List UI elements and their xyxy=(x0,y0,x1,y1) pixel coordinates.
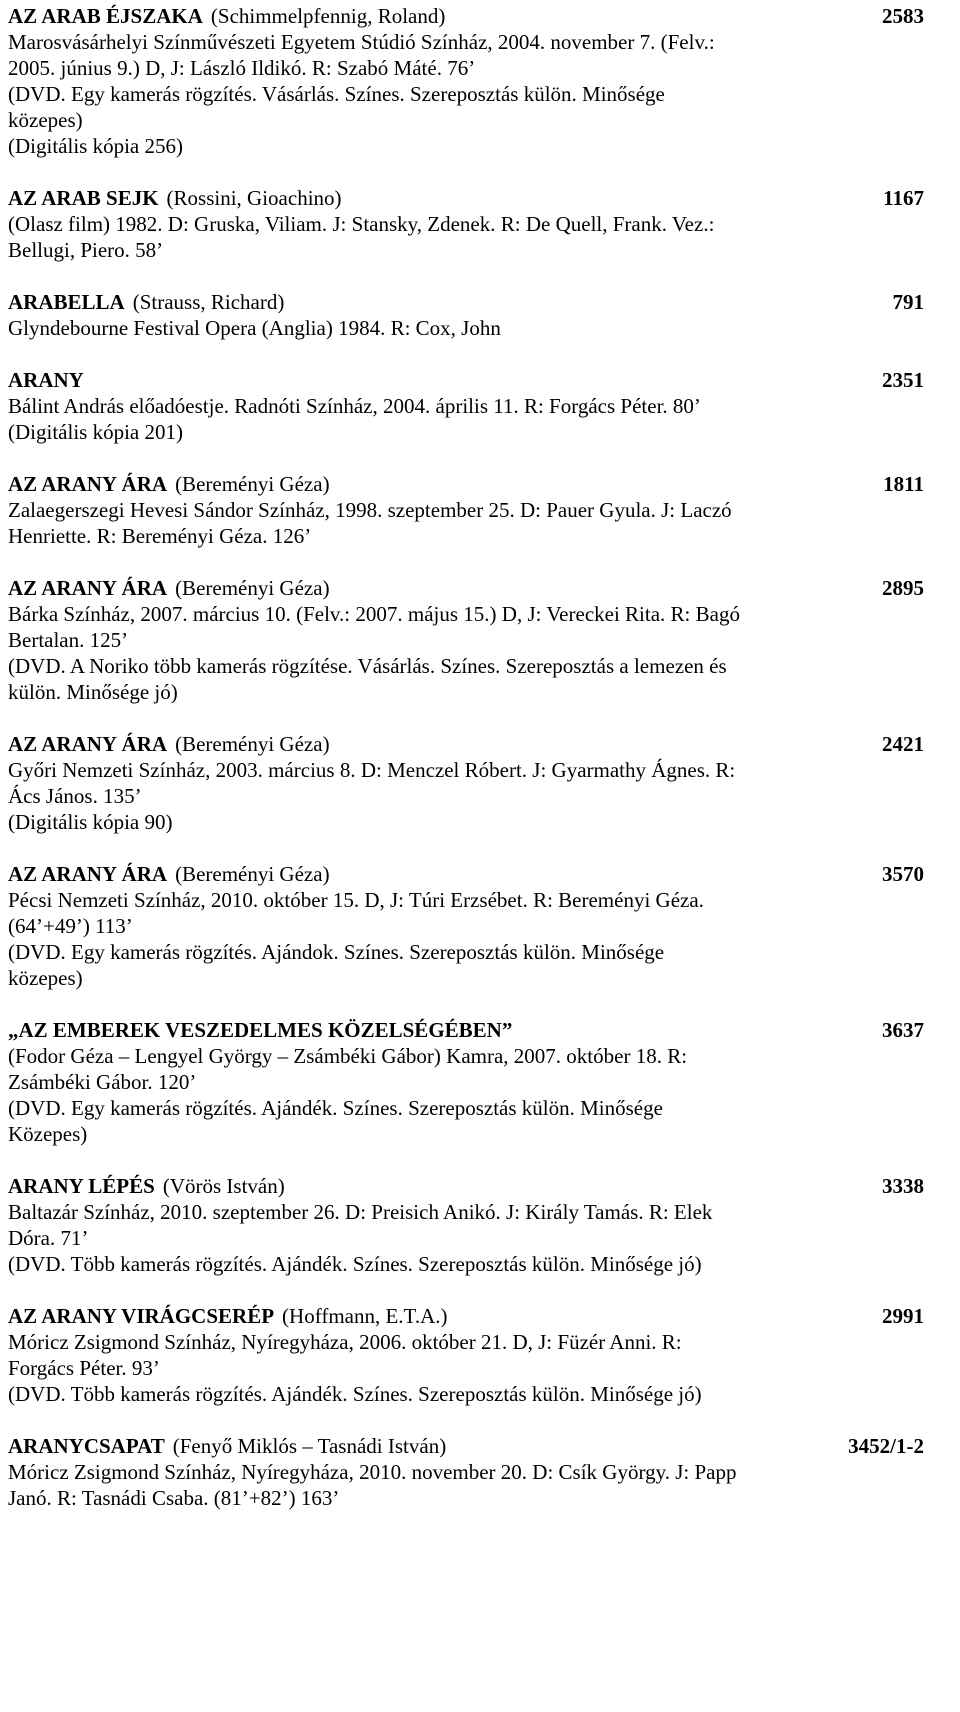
catalog-entry xyxy=(8,367,924,445)
entry-heading xyxy=(8,731,924,757)
catalog-entry xyxy=(8,1173,924,1277)
entry-title: ARANY LÉPÉS xyxy=(8,1174,155,1198)
entry-title: AZ ARAB SEJK xyxy=(8,186,159,210)
entry-number: 3338 xyxy=(882,1174,924,1198)
entry-author: (Vörös István) xyxy=(162,1174,285,1198)
catalog-entry xyxy=(8,575,924,705)
entry-detail-line: Ács János. 135’ xyxy=(8,784,142,808)
entry-detail-line: (Digitális kópia 90) xyxy=(8,810,173,834)
entry-author: (Bereményi Géza) xyxy=(175,576,330,600)
entry-heading xyxy=(8,861,924,887)
catalog-entry xyxy=(8,1017,924,1147)
entry-detail-line: Baltazár Színház, 2010. szeptember 26. D: Preisich Anikó. J: Király Tamás. R: Elek xyxy=(8,1200,713,1224)
catalog-entry xyxy=(8,3,924,159)
entry-author: (Bereményi Géza) xyxy=(175,472,330,496)
entry-number: 3452/1-2 xyxy=(848,1434,924,1458)
entry-title: AZ ARANY VIRÁGCSERÉP xyxy=(8,1304,275,1328)
catalog-entry xyxy=(8,1433,924,1511)
entry-title: AZ ARANY ÁRA xyxy=(8,862,168,886)
entry-detail-line: Bálint András előadóestje. Radnóti Színház, 2004. április 11. R: Forgács Péter. 80’ xyxy=(8,394,701,418)
entry-detail-line: Móricz Zsigmond Színház, Nyíregyháza, 2010. november 20. D: Csík György. J: Papp xyxy=(8,1460,737,1484)
entry-detail-line: (DVD. Több kamerás rögzítés. Ajándék. Színes. Szereposztás külön. Minősége jó) xyxy=(8,1252,702,1276)
entry-author: (Bereményi Géza) xyxy=(175,732,330,756)
entry-detail-line: (DVD. Egy kamerás rögzítés. Ajándok. Színes. Szereposztás külön. Minősége xyxy=(8,940,665,964)
entry-heading xyxy=(8,575,924,601)
entry-detail-line: (DVD. A Noriko több kamerás rögzítése. Vásárlás. Színes. Szereposztás a lemezen és xyxy=(8,654,727,678)
entry-author: (Bereményi Géza) xyxy=(175,862,330,886)
entry-title: „AZ EMBEREK VESZEDELMES KÖZELSÉGÉBEN” xyxy=(8,1018,513,1042)
entry-detail-line: (Digitális kópia 201) xyxy=(8,420,183,444)
entry-detail-line: (DVD. Egy kamerás rögzítés. Vásárlás. Színes. Szereposztás külön. Minősége xyxy=(8,82,665,106)
entry-title-group xyxy=(8,731,330,757)
entry-detail-line: Janó. R: Tasnádi Csaba. (81’+82’) 163’ xyxy=(8,1486,340,1510)
entry-detail-line: Bárka Színház, 2007. március 10. (Felv.: 2007. május 15.) D, J: Vereckei Rita. R: Bagó xyxy=(8,602,740,626)
catalog-entry xyxy=(8,731,924,835)
entry-number: 2583 xyxy=(882,4,924,28)
entry-detail-line: (Olasz film) 1982. D: Gruska, Viliam. J: Stansky, Zdenek. R: De Quell, Frank. Vez.: xyxy=(8,212,715,236)
entry-title: AZ ARANY ÁRA xyxy=(8,472,168,496)
entry-detail-line: (Fodor Géza – Lengyel György – Zsámbéki Gábor) Kamra, 2007. október 18. R: xyxy=(8,1044,688,1068)
entry-title: ARABELLA xyxy=(8,290,125,314)
entry-title-group xyxy=(8,1017,512,1043)
entry-title-group xyxy=(8,861,330,887)
entry-heading xyxy=(8,289,924,315)
entry-number: 2991 xyxy=(882,1304,924,1328)
entry-detail-line: közepes) xyxy=(8,966,83,990)
entry-title-group xyxy=(8,3,445,29)
entry-title: AZ ARANY ÁRA xyxy=(8,576,168,600)
entry-heading xyxy=(8,3,924,29)
entry-title-group xyxy=(8,471,330,497)
entry-title-group xyxy=(8,185,342,211)
entry-title-group xyxy=(8,1173,285,1199)
catalog-entry xyxy=(8,861,924,991)
entry-detail-line: Pécsi Nemzeti Színház, 2010. október 15. D, J: Túri Erzsébet. R: Bereményi Géza. xyxy=(8,888,704,912)
entry-title: AZ ARAB ÉJSZAKA xyxy=(8,4,203,28)
catalog-entry xyxy=(8,185,924,263)
entry-heading xyxy=(8,1017,924,1043)
entry-heading xyxy=(8,367,924,393)
entry-number: 1811 xyxy=(883,472,924,496)
entry-author: (Rossini, Gioachino) xyxy=(166,186,342,210)
entry-detail-line: 2005. június 9.) D, J: László Ildikó. R: Szabó Máté. 76’ xyxy=(8,56,476,80)
entry-detail-line: (DVD. Egy kamerás rögzítés. Ajándék. Színes. Szereposztás külön. Minősége xyxy=(8,1096,663,1120)
entry-detail-line: Dóra. 71’ xyxy=(8,1226,89,1250)
entry-title: ARANYCSAPAT xyxy=(8,1434,165,1458)
entry-author: (Schimmelpfennig, Roland) xyxy=(210,4,446,28)
entry-detail-line: Bellugi, Piero. 58’ xyxy=(8,238,164,262)
entry-detail-line: Bertalan. 125’ xyxy=(8,628,129,652)
entry-heading xyxy=(8,1433,924,1459)
entry-title: ARANY xyxy=(8,368,84,392)
entry-title-group xyxy=(8,1433,446,1459)
entry-number: 791 xyxy=(892,290,924,314)
entry-number: 3570 xyxy=(882,862,924,886)
entry-number: 1167 xyxy=(883,186,924,210)
entry-detail-line: Glyndebourne Festival Opera (Anglia) 1984. R: Cox, John xyxy=(8,316,501,340)
catalog-entry xyxy=(8,1303,924,1407)
entry-detail-line: Győri Nemzeti Színház, 2003. március 8. D: Menczel Róbert. J: Gyarmathy Ágnes. R: xyxy=(8,758,736,782)
entry-number: 2421 xyxy=(882,732,924,756)
entry-detail-line: (Digitális kópia 256) xyxy=(8,134,183,158)
entry-title-group xyxy=(8,1303,447,1329)
entry-number: 2351 xyxy=(882,368,924,392)
entry-detail-line: Marosvásárhelyi Színművészeti Egyetem Stúdió Színház, 2004. november 7. (Felv.: xyxy=(8,30,715,54)
entry-author: (Fenyő Miklós – Tasnádi István) xyxy=(172,1434,447,1458)
entry-detail-line: (64’+49’) 113’ xyxy=(8,914,133,938)
entry-detail-line: Forgács Péter. 93’ xyxy=(8,1356,160,1380)
entry-author: (Strauss, Richard) xyxy=(132,290,285,314)
entry-heading xyxy=(8,185,924,211)
entry-heading xyxy=(8,471,924,497)
entry-detail-line: Móricz Zsigmond Színház, Nyíregyháza, 2006. október 21. D, J: Füzér Anni. R: xyxy=(8,1330,682,1354)
entry-title-group xyxy=(8,367,84,393)
entry-detail-line: közepes) xyxy=(8,108,83,132)
entry-detail-line: Közepes) xyxy=(8,1122,88,1146)
entry-detail-line: külön. Minősége jó) xyxy=(8,680,178,704)
entry-number: 3637 xyxy=(882,1018,924,1042)
catalog-entry xyxy=(8,289,924,341)
catalog-entry xyxy=(8,471,924,549)
entry-detail-line: Zsámbéki Gábor. 120’ xyxy=(8,1070,197,1094)
entry-author: (Hoffmann, E.T.A.) xyxy=(282,1304,448,1328)
entry-detail-line: Henriette. R: Bereményi Géza. 126’ xyxy=(8,524,312,548)
entry-heading xyxy=(8,1303,924,1329)
entry-number: 2895 xyxy=(882,576,924,600)
entry-detail-line: Zalaegerszegi Hevesi Sándor Színház, 1998. szeptember 25. D: Pauer Gyula. J: Laczó xyxy=(8,498,732,522)
entry-title: AZ ARANY ÁRA xyxy=(8,732,168,756)
entry-detail-line: (DVD. Több kamerás rögzítés. Ajándék. Színes. Szereposztás külön. Minősége jó) xyxy=(8,1382,702,1406)
entry-heading xyxy=(8,1173,924,1199)
entry-title-group xyxy=(8,289,284,315)
entry-title-group xyxy=(8,575,330,601)
